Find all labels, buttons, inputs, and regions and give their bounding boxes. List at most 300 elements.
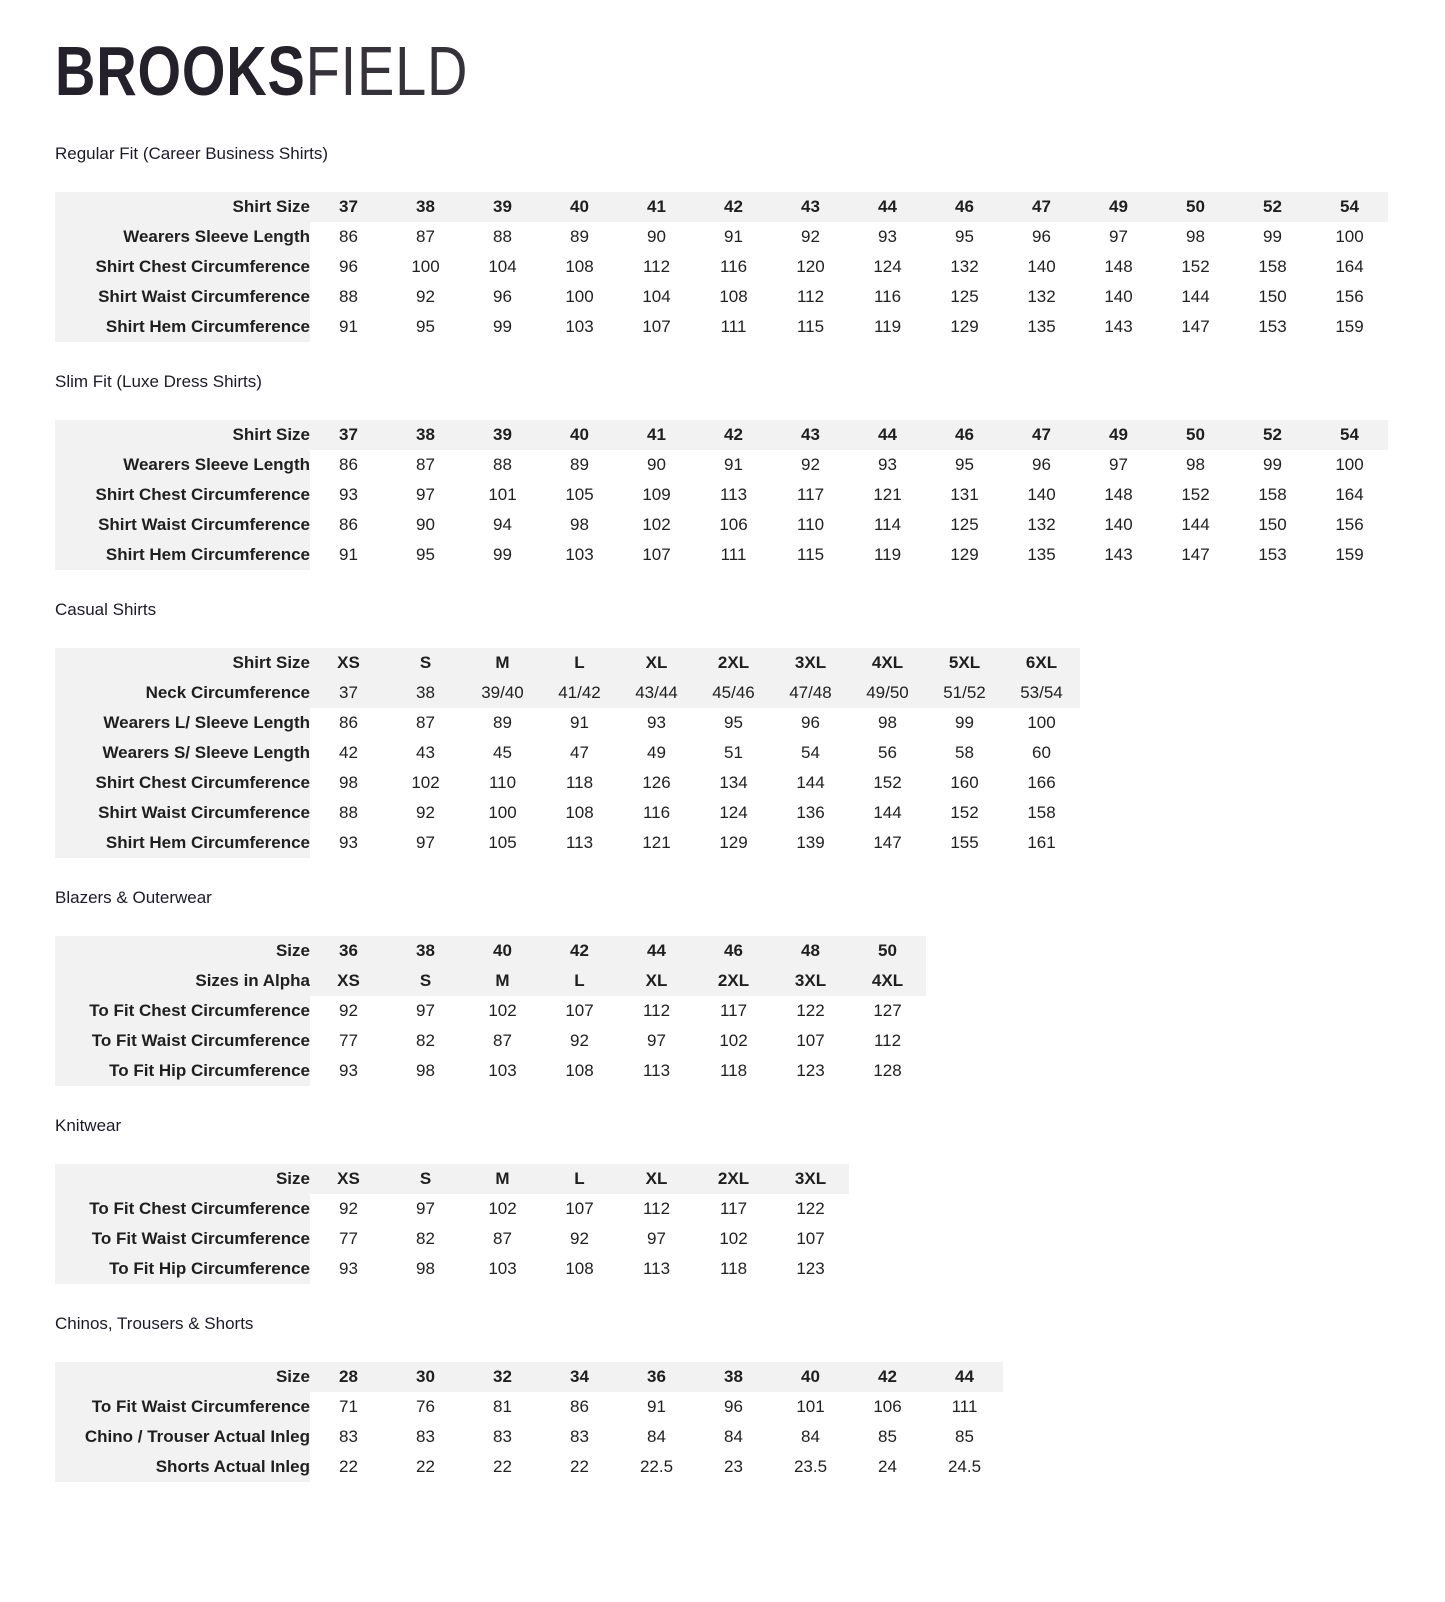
size-chart-section [55,144,1405,342]
size-value: 24 [849,1452,926,1482]
size-value: 125 [926,282,1003,312]
size-value: 93 [310,480,387,510]
size-header-value: 43 [772,420,849,450]
size-value: 90 [618,450,695,480]
brand-logo-light-part: FIELD [305,32,469,110]
size-value: 136 [772,798,849,828]
row-label: Shirt Waist Circumference [55,282,310,312]
size-header-value: 43 [772,192,849,222]
size-header-value: 34 [541,1362,618,1392]
size-value: 77 [310,1224,387,1254]
size-value: 122 [772,996,849,1026]
size-header-value: 44 [849,420,926,450]
size-value: 111 [695,540,772,570]
size-value: 94 [464,510,541,540]
size-header-value: XL [618,1164,695,1194]
size-value: 106 [849,1392,926,1422]
size-value: 119 [849,540,926,570]
size-value: 95 [387,312,464,342]
size-value: 91 [695,450,772,480]
size-value: 113 [618,1254,695,1284]
size-value: 140 [1003,480,1080,510]
table-data-row [55,828,1080,858]
row-label: To Fit Waist Circumference [55,1026,310,1056]
size-value: 112 [618,252,695,282]
size-value: 71 [310,1392,387,1422]
size-header-value: 32 [464,1362,541,1392]
size-value: 152 [1157,252,1234,282]
row-label: Shirt Chest Circumference [55,480,310,510]
size-header-value: XS [310,648,387,678]
brand-logo-bold-part: BROOKS [55,32,306,110]
size-header-value: 49 [1080,192,1157,222]
size-value: 22 [464,1452,541,1482]
size-header-value: 42 [695,192,772,222]
size-value: 135 [1003,540,1080,570]
size-value: 92 [387,282,464,312]
size-value: 144 [772,768,849,798]
size-value: 96 [1003,450,1080,480]
size-value: 103 [464,1056,541,1086]
size-value: 23 [695,1452,772,1482]
size-header-value: 47 [1003,420,1080,450]
size-value: 132 [1003,282,1080,312]
size-value: 103 [541,540,618,570]
size-header-value: 39/40 [464,678,541,708]
size-value: 97 [618,1224,695,1254]
size-value: 87 [387,450,464,480]
size-header-value: 50 [1157,192,1234,222]
row-label: Shorts Actual Inleg [55,1452,310,1482]
size-value: 105 [541,480,618,510]
size-value: 93 [849,222,926,252]
size-value: 92 [310,996,387,1026]
size-value: 81 [464,1392,541,1422]
row-label: To Fit Chest Circumference [55,996,310,1026]
table-header-row [55,936,926,966]
size-header-value: 40 [772,1362,849,1392]
row-label: Sizes in Alpha [55,966,310,996]
size-value: 108 [695,282,772,312]
size-header-value: 41 [618,192,695,222]
size-value: 105 [464,828,541,858]
size-chart-section [55,1116,1405,1284]
size-value: 85 [849,1422,926,1452]
size-value: 51 [695,738,772,768]
size-value: 112 [772,282,849,312]
size-value: 135 [1003,312,1080,342]
table-data-row [55,480,1388,510]
size-header-value: M [464,966,541,996]
size-header-value: 38 [387,420,464,450]
size-value: 99 [1234,222,1311,252]
size-value: 97 [618,1026,695,1056]
size-value: 92 [772,222,849,252]
size-value: 132 [926,252,1003,282]
size-header-value: 44 [849,192,926,222]
size-value: 87 [464,1224,541,1254]
size-value: 134 [695,768,772,798]
size-value: 96 [464,282,541,312]
size-value: 102 [464,1194,541,1224]
size-value: 54 [772,738,849,768]
size-value: 97 [387,996,464,1026]
size-value: 147 [849,828,926,858]
size-value: 49 [618,738,695,768]
size-value: 101 [464,480,541,510]
size-value: 100 [1311,222,1388,252]
size-value: 95 [695,708,772,738]
size-value: 106 [695,510,772,540]
size-value: 95 [387,540,464,570]
table-data-row [55,312,1388,342]
size-header-value: 48 [772,936,849,966]
size-value: 93 [618,708,695,738]
size-header-value: 47/48 [772,678,849,708]
size-header-value: XL [618,966,695,996]
size-header-value: 3XL [772,1164,849,1194]
size-value: 99 [926,708,1003,738]
size-value: 139 [772,828,849,858]
size-value: 120 [772,252,849,282]
size-value: 155 [926,828,1003,858]
size-header-value: 42 [541,936,618,966]
size-value: 117 [772,480,849,510]
size-value: 92 [772,450,849,480]
size-value: 115 [772,312,849,342]
size-value: 103 [541,312,618,342]
size-value: 143 [1080,540,1157,570]
size-header-value: XL [618,648,695,678]
size-header-value: XS [310,1164,387,1194]
size-value: 96 [1003,222,1080,252]
row-label: Wearers S/ Sleeve Length [55,738,310,768]
size-value: 113 [618,1056,695,1086]
size-value: 102 [464,996,541,1026]
table-data-row [55,1224,849,1254]
size-value: 83 [541,1422,618,1452]
table-data-row [55,708,1080,738]
size-header-value: 40 [541,420,618,450]
row-label: Shirt Chest Circumference [55,252,310,282]
size-value: 150 [1234,510,1311,540]
row-label: To Fit Chest Circumference [55,1194,310,1224]
size-chart-section [55,1314,1405,1482]
size-value: 156 [1311,510,1388,540]
size-header-value: S [387,966,464,996]
size-value: 101 [772,1392,849,1422]
size-table [55,648,1080,858]
size-header-value: 37 [310,420,387,450]
size-value: 82 [387,1026,464,1056]
size-header-value: 51/52 [926,678,1003,708]
size-value: 85 [926,1422,1003,1452]
size-value: 89 [541,222,618,252]
table-data-row [55,1452,1003,1482]
size-value: 129 [926,312,1003,342]
table-data-row [55,1254,849,1284]
table-data-row [55,222,1388,252]
size-table [55,1164,849,1284]
size-value: 83 [310,1422,387,1452]
table-data-row [55,1026,926,1056]
size-value: 100 [1003,708,1080,738]
size-header-value: 46 [926,192,1003,222]
size-value: 117 [695,1194,772,1224]
size-value: 112 [618,996,695,1026]
size-table [55,936,926,1086]
table-header-row [55,966,926,996]
table-data-row [55,450,1388,480]
size-value: 148 [1080,252,1157,282]
size-header-value: 46 [695,936,772,966]
size-value: 100 [387,252,464,282]
size-value: 87 [387,222,464,252]
size-value: 132 [1003,510,1080,540]
size-header-value: 2XL [695,1164,772,1194]
size-value: 92 [541,1224,618,1254]
size-value: 116 [849,282,926,312]
size-value: 102 [618,510,695,540]
size-header-value: 41/42 [541,678,618,708]
size-value: 97 [387,1194,464,1224]
size-value: 108 [541,798,618,828]
row-label: Shirt Waist Circumference [55,510,310,540]
size-value: 97 [387,828,464,858]
size-value: 156 [1311,282,1388,312]
size-value: 98 [1157,222,1234,252]
size-value: 118 [541,768,618,798]
size-header-value: 54 [1311,192,1388,222]
size-value: 92 [310,1194,387,1224]
size-value: 140 [1080,510,1157,540]
size-header-value: S [387,1164,464,1194]
size-header-value: 44 [618,936,695,966]
size-value: 82 [387,1224,464,1254]
size-header-value: 52 [1234,192,1311,222]
size-table [55,192,1388,342]
size-header-value: 44 [926,1362,1003,1392]
size-header-value: 2XL [695,966,772,996]
size-value: 22 [541,1452,618,1482]
size-header-value: 28 [310,1362,387,1392]
size-header-value: 30 [387,1362,464,1392]
table-data-row [55,510,1388,540]
size-header-value: 54 [1311,420,1388,450]
size-value: 88 [464,450,541,480]
size-value: 91 [618,1392,695,1422]
size-value: 144 [1157,282,1234,312]
table-data-row [55,540,1388,570]
size-value: 47 [541,738,618,768]
size-value: 97 [1080,450,1157,480]
size-header-value: XS [310,966,387,996]
size-value: 84 [772,1422,849,1452]
size-value: 107 [618,540,695,570]
size-value: 153 [1234,312,1311,342]
size-value: 88 [464,222,541,252]
size-value: 158 [1003,798,1080,828]
size-header-value: 39 [464,192,541,222]
size-value: 95 [926,450,1003,480]
size-header-value: M [464,648,541,678]
size-value: 58 [926,738,1003,768]
size-value: 111 [926,1392,1003,1422]
size-value: 89 [464,708,541,738]
row-label: Wearers L/ Sleeve Length [55,708,310,738]
size-header-value: S [387,648,464,678]
size-value: 143 [1080,312,1157,342]
size-value: 102 [387,768,464,798]
size-value: 164 [1311,252,1388,282]
size-value: 100 [464,798,541,828]
row-label: Shirt Size [55,420,310,450]
size-value: 86 [310,222,387,252]
section-title: Slim Fit (Luxe Dress Shirts) [55,372,262,391]
size-value: 86 [310,510,387,540]
size-value: 150 [1234,282,1311,312]
size-value: 121 [618,828,695,858]
size-header-value: L [541,648,618,678]
section-title: Regular Fit (Career Business Shirts) [55,144,329,163]
size-value: 91 [310,312,387,342]
size-value: 110 [772,510,849,540]
size-value: 98 [1157,450,1234,480]
size-value: 114 [849,510,926,540]
size-value: 129 [926,540,1003,570]
size-value: 159 [1311,540,1388,570]
row-label: Shirt Size [55,648,310,678]
table-data-row [55,252,1388,282]
row-label: Shirt Hem Circumference [55,312,310,342]
size-header-value: 43/44 [618,678,695,708]
section-title: Knitwear [55,1116,122,1135]
table-data-row [55,798,1080,828]
row-label: Shirt Chest Circumference [55,768,310,798]
size-value: 22.5 [618,1452,695,1482]
size-value: 91 [541,708,618,738]
size-value: 113 [695,480,772,510]
size-value: 112 [849,1026,926,1056]
size-value: 152 [926,798,1003,828]
size-value: 98 [387,1254,464,1284]
size-header-value: 38 [695,1362,772,1392]
size-value: 89 [541,450,618,480]
size-value: 98 [310,768,387,798]
size-value: 110 [464,768,541,798]
table-data-row [55,996,926,1026]
table-data-row [55,1194,849,1224]
size-value: 93 [310,828,387,858]
size-value: 102 [695,1224,772,1254]
size-value: 128 [849,1056,926,1086]
size-value: 108 [541,1056,618,1086]
size-value: 103 [464,1254,541,1284]
size-header-value: L [541,966,618,996]
size-value: 166 [1003,768,1080,798]
size-header-value: 38 [387,192,464,222]
size-value: 111 [695,312,772,342]
table-data-row [55,1056,926,1086]
row-label: Wearers Sleeve Length [55,450,310,480]
section-title: Casual Shirts [55,600,157,619]
row-label: Size [55,936,310,966]
size-chart-sections [55,144,1405,1482]
size-value: 119 [849,312,926,342]
size-value: 96 [310,252,387,282]
size-value: 121 [849,480,926,510]
size-header-value: 38 [387,936,464,966]
size-header-value: 52 [1234,420,1311,450]
size-value: 84 [618,1422,695,1452]
size-header-value: 49 [1080,420,1157,450]
row-label: Size [55,1362,310,1392]
size-value: 124 [695,798,772,828]
size-header-value: 6XL [1003,648,1080,678]
size-value: 23.5 [772,1452,849,1482]
size-header-value: 40 [464,936,541,966]
size-value: 161 [1003,828,1080,858]
size-chart-section [55,888,1405,1086]
size-header-value: 46 [926,420,1003,450]
size-value: 129 [695,828,772,858]
size-table [55,1362,1003,1482]
table-header-row [55,648,1080,678]
size-header-value: 36 [618,1362,695,1392]
size-value: 124 [849,252,926,282]
size-value: 90 [387,510,464,540]
size-value: 117 [695,996,772,1026]
size-value: 144 [1157,510,1234,540]
size-value: 122 [772,1194,849,1224]
size-value: 96 [772,708,849,738]
size-value: 127 [849,996,926,1026]
size-header-value: 2XL [695,648,772,678]
size-header-value: 41 [618,420,695,450]
size-value: 131 [926,480,1003,510]
table-header-row [55,1362,1003,1392]
size-value: 147 [1157,540,1234,570]
size-value: 125 [926,510,1003,540]
size-value: 99 [464,540,541,570]
size-table [55,420,1388,570]
table-header-row [55,420,1388,450]
size-value: 84 [695,1422,772,1452]
size-value: 118 [695,1254,772,1284]
size-value: 93 [849,450,926,480]
table-data-row [55,738,1080,768]
size-value: 116 [695,252,772,282]
size-header-value: 37 [310,192,387,222]
size-value: 87 [387,708,464,738]
row-label: Shirt Hem Circumference [55,540,310,570]
row-label: To Fit Waist Circumference [55,1392,310,1422]
table-data-row [55,1392,1003,1422]
row-label: Size [55,1164,310,1194]
size-value: 43 [387,738,464,768]
size-value: 160 [926,768,1003,798]
size-value: 97 [387,480,464,510]
size-value: 99 [1234,450,1311,480]
size-value: 118 [695,1056,772,1086]
table-data-row [55,768,1080,798]
table-data-row [55,282,1388,312]
size-value: 115 [772,540,849,570]
size-value: 113 [541,828,618,858]
size-value: 126 [618,768,695,798]
size-header-value: 47 [1003,192,1080,222]
size-value: 98 [387,1056,464,1086]
